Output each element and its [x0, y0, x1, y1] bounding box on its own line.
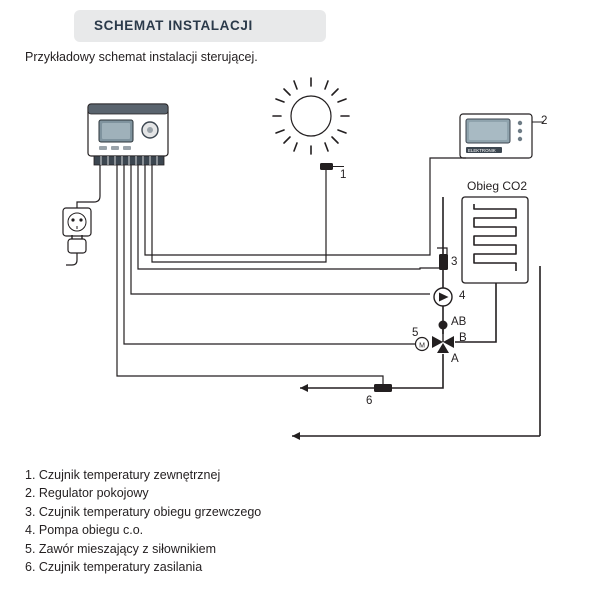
valve-actuator-icon [416, 338, 429, 351]
power-socket-icon [63, 208, 91, 236]
power-plug-icon [66, 235, 86, 265]
room-regulator-icon [460, 114, 532, 158]
legend-item-2: 2. Regulator pokojowy [25, 486, 149, 501]
callout-1: 1 [340, 169, 347, 181]
wiring-network [117, 158, 466, 388]
legend-item-5: 5. Zawór mieszający z siłownikiem [25, 541, 217, 556]
page-title: SCHEMAT INSTALACJI [94, 18, 253, 33]
boiler-controller-icon [88, 104, 168, 165]
installation-diagram [0, 66, 604, 456]
sun-icon [273, 78, 349, 154]
heating-circuit-icon [462, 197, 528, 283]
callout-3: 3 [451, 256, 458, 268]
valve-port-b: B [459, 332, 467, 344]
callout-4: 4 [459, 290, 466, 302]
page-subtitle: Przykładowy schemat instalacji sterującej. [25, 50, 258, 64]
circuit-label: Obieg CO2 [467, 179, 528, 193]
valve-port-a: A [451, 353, 459, 365]
callout-6: 6 [366, 395, 373, 407]
legend-item-6: 6. Czujnik temperatury zasilania [25, 560, 203, 575]
legend [25, 466, 445, 576]
circuit-temp-sensor-icon [439, 254, 448, 270]
legend-item-3: 3. Czujnik temperatury obiegu grzewczego [25, 504, 262, 519]
callout-5: 5 [412, 327, 419, 339]
valve-port-ab: AB [451, 316, 467, 328]
svg-text:M: M [419, 342, 425, 350]
legend-item-4: 4. Pompa obiegu c.o. [25, 523, 144, 538]
legend-item-1: 1. Czujnik temperatury zewnętrznej [25, 468, 221, 482]
pump-icon [434, 288, 452, 306]
callout-2: 2 [541, 115, 548, 127]
controller-brand-label: ELEKTRONIK [468, 148, 496, 154]
supply-temp-sensor-icon [374, 384, 392, 392]
